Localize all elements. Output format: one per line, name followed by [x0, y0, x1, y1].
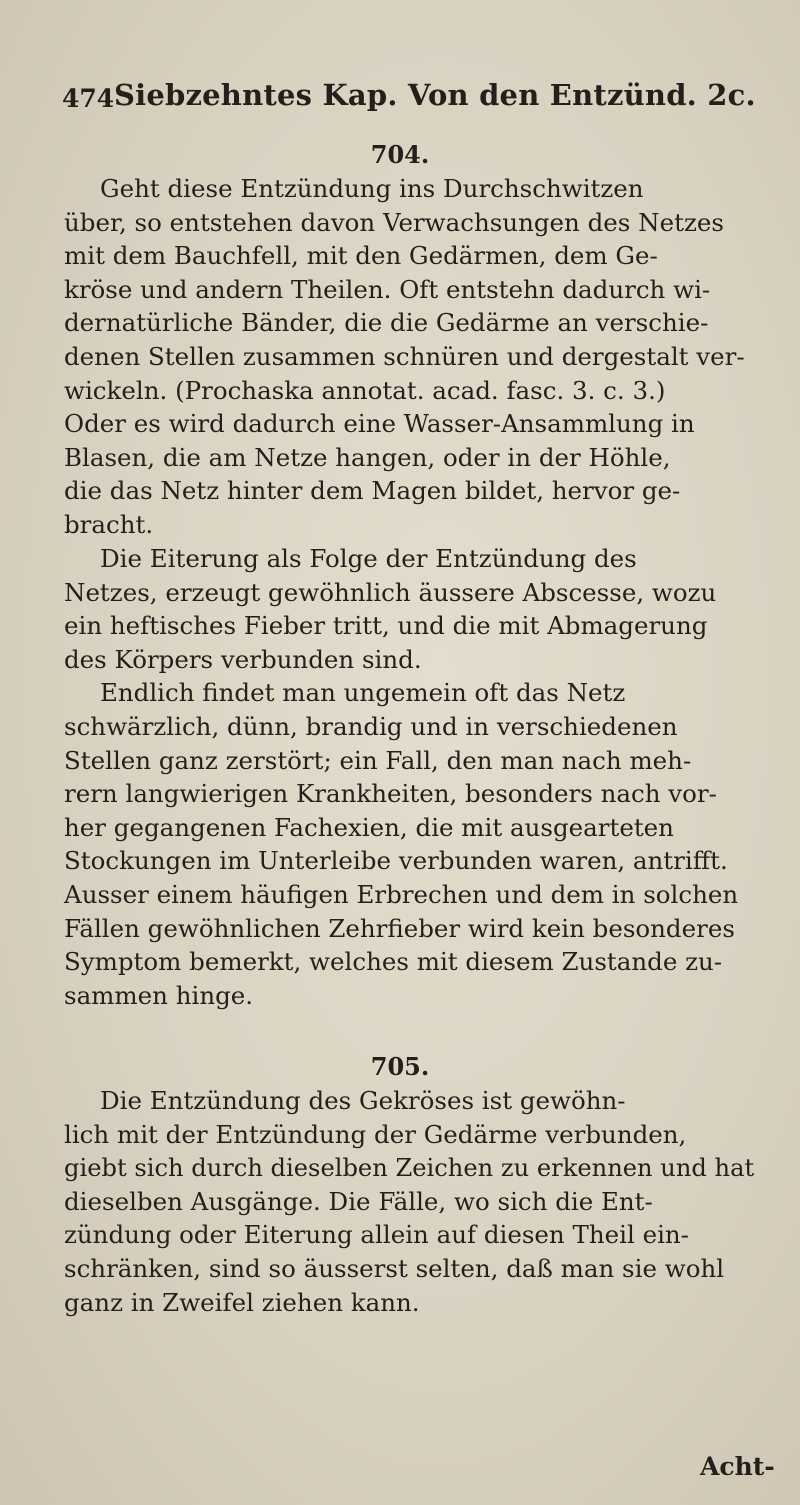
- text-line: über, so entstehen davon Verwachsungen des Netzes: [64, 207, 724, 237]
- text-line: ganz in Zweifel ziehen kann.: [64, 1287, 420, 1317]
- text-line: dernatürliche Bänder, die die Gedärme an verschie-: [64, 308, 709, 338]
- text-line: schränken, sind so äusserst selten, daß man sie wohl: [64, 1253, 725, 1283]
- text-line: Blasen, die am Netze hangen, oder in der Höhle,: [64, 442, 671, 472]
- text-line: schwärzlich, dünn, brandig und in verschiedenen: [64, 711, 678, 741]
- text-line: Ausser einem häufigen Erbrechen und dem in solchen: [64, 879, 739, 909]
- paragraph: [64, 1084, 754, 1319]
- text-line: zündung oder Eiterung allein auf diesen Theil ein-: [64, 1220, 689, 1250]
- text-line: rern langwierigen Krankheiten, besonders nach vor-: [64, 779, 717, 809]
- text-line: giebt sich durch dieselben Zeichen zu erkennen und hat: [64, 1153, 755, 1183]
- section-number: 704.: [370, 140, 430, 169]
- text-line: Fällen gewöhnlichen Zehrfieber wird kein besonderes: [64, 913, 735, 943]
- text-line: wickeln. (Prochaska annotat. acad. fasc. 3. c. 3.): [64, 375, 666, 405]
- page-header: [62, 78, 756, 118]
- text-line: Stockungen im Unterleibe verbunden waren, antrifft.: [64, 846, 728, 876]
- text-line: lich mit der Entzündung der Gedärme verbunden,: [64, 1119, 687, 1149]
- text-line: Geht diese Entzündung ins Durchschwitzen: [100, 174, 644, 203]
- paragraph: [64, 542, 754, 1012]
- text-line: des Körpers verbunden sind.: [64, 644, 422, 674]
- text-line: Stellen ganz zerstört; ein Fall, den man nach meh-: [64, 745, 692, 775]
- text-line: die das Netz hinter dem Magen bildet, hervor ge-: [64, 476, 681, 506]
- text-line: Endlich findet man ungemein oft das Netz: [100, 678, 626, 708]
- text-line: Die Eiterung als Folge der Entzündung des: [100, 544, 637, 573]
- text-line: Die Entzündung des Gekröses ist gewöhn-: [100, 1086, 626, 1115]
- text-line: sammen hinge.: [64, 980, 254, 1010]
- text-line: Symptom bemerkt, welches mit diesem Zustande zu-: [64, 947, 723, 977]
- text-line: dieselben Ausgänge. Die Fälle, wo sich die Ent-: [64, 1186, 653, 1216]
- text-line: bracht.: [64, 509, 154, 539]
- text-line: ein heftisches Fieber tritt, und die mit Abmagerung: [64, 611, 708, 641]
- text-line: kröse und andern Theilen. Oft entstehn dadurch wi-: [64, 274, 711, 304]
- text-line: her gegangenen Fachexien, die mit ausgearteten: [64, 812, 674, 842]
- text-line: Oder es wird dadurch eine Wasser-Ansammlung in: [64, 409, 695, 439]
- page-number: 474: [62, 84, 115, 113]
- catchword: Acht-: [700, 1452, 775, 1481]
- text-line: Netzes, erzeugt gewöhnlich äussere Abscesse, wozu: [64, 577, 717, 607]
- running-title: Siebzehntes Kap. Von den Entzünd. 2c.: [114, 78, 756, 112]
- section-number: 705.: [370, 1052, 430, 1081]
- text-line: mit dem Bauchfell, mit den Gedärmen, dem Ge-: [64, 241, 658, 271]
- paragraph: [64, 172, 754, 542]
- text-line: denen Stellen zusammen schnüren und dergestalt ver-: [64, 341, 745, 371]
